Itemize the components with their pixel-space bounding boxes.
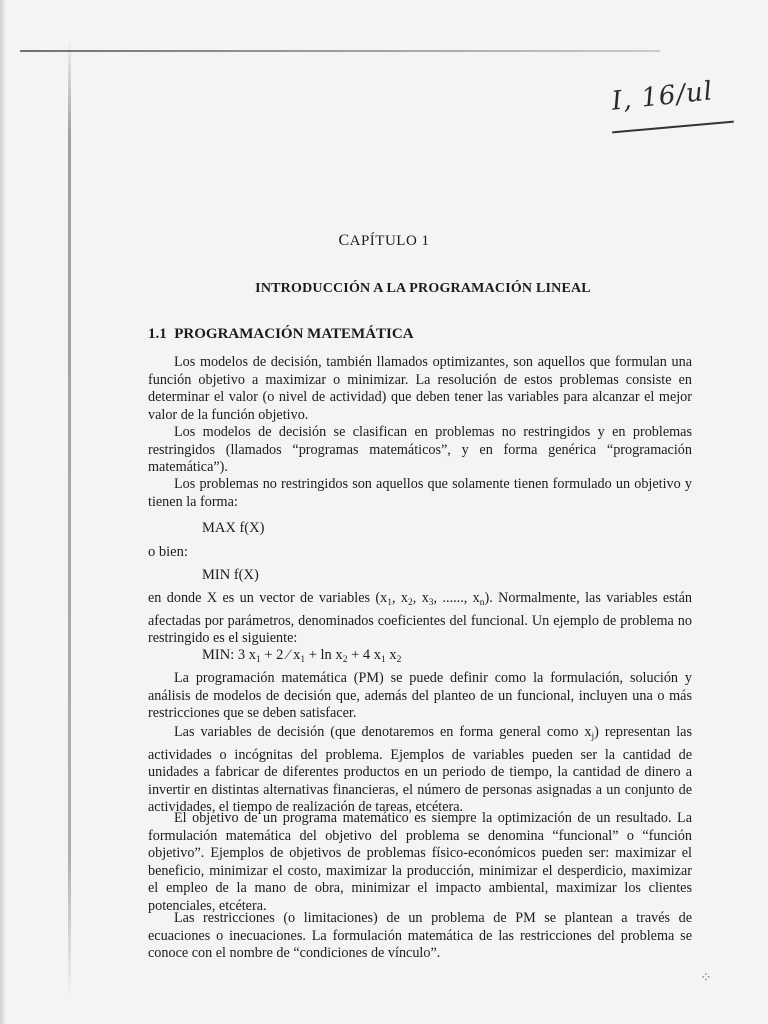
- paragraph-6-start: Las variables de decisión (que denotaremos en forma general como x: [174, 724, 592, 740]
- paragraph-4: en donde X es un vector de variables ($x_1$, $x_2$, $x_3$, ......, $x_n$). Normalmente, las variables están afectadas por parámetros, denominados coeficientes del funcional. Un ejemplo de problema no restringido es el siguiente:: [148, 590, 692, 646]
- handwritten-note: I, 16/ul: [610, 76, 715, 117]
- paragraph-1: Los modelos de decisión, también llamados optimizantes, son aquellos que formulan una función objetivo a maximizar o minimizar. La resolución de estos problemas consiste en determinar el valor (o nivel de actividad) que deben tener las variables para alcanzar el mejor valor de la función objetivo.: [148, 354, 692, 423]
- paragraph-7: El objetivo de un programa matemático es siempre la optimización de un resultado. La formulación matemática del objetivo del problema se denomina “funcional” o “función objetivo”. Ejemplos de objetivos de problemas físico-económicos pueden ser: maximizar el beneficio, minimizar el costo, maximizar la producción, minimizar el desperdicio, maximizar el empleo de la mano de obra, minimizar el impacto ambiental, maximizar los clientes potenciales, etcétera.: [148, 810, 692, 914]
- chapter-rest: APÍTULO 1: [349, 233, 430, 249]
- paragraph-2: Los modelos de decisión se clasifican en problemas no restringidos y en problemas restringidos (llamados “programas matemáticos”, y en forma genérica “programación matemática”).: [148, 424, 692, 475]
- formula-example: MIN: 3 $x_1 + 2$ ⁄ $x_1 + \ln x_2 + 4$ $x_1$ $x_2$: [202, 647, 402, 665]
- paragraph-3: Los problemas no restringidos son aquellos que solamente tienen formulado un objetivo y tienen la forma:: [148, 476, 692, 510]
- section-title: PROGRAMACIÓN MATEMÁTICA: [174, 326, 414, 342]
- scan-top-rule: [20, 50, 660, 52]
- o-bien-label: o bien:: [148, 544, 188, 560]
- page-fold-line: [68, 40, 71, 1000]
- paragraph-5: La programación matemática (PM) se puede definir como la formulación, solución y análisis de modelos de decisión que, además del planteo de un funcional, incluyen una o más restricciones que se deben satisfacer.: [148, 670, 692, 721]
- paragraph-6-end: ) representan las actividades o incógnitas del problema. Ejemplos de variables pueden ser la cantidad de unidades a fabricar de diferentes productos en un periodo de tiempo, la cantidad de dinero a invertir en distintas alternativas financieras, el número de personas asignadas a un conjunto de actividades, el tiempo de realización de tareas, etcétera.: [148, 724, 693, 815]
- formula-min: MIN f(X): [202, 567, 259, 583]
- scan-edge: [0, 0, 6, 1024]
- paragraph-4-start: en donde X es un vector de variables (x: [148, 590, 388, 606]
- chapter-initial: C: [338, 232, 350, 249]
- paragraph-6: Las variables de decisión (que denotaremos en forma general como $x_j$) representan las actividades o incógnitas del problema. Ejemplos de variables pueden ser la cantidad de unidades a fabricar de diferentes productos en un periodo de tiempo, la cantidad de dinero a invertir en distintas alternativas financieras, el número de personas asignadas a un conjunto de actividades, el tiempo de realización de tareas, etcétera.: [148, 724, 693, 815]
- paragraph-4-end: ). Normalmente, las variables están afectadas por parámetros, denominados coeficientes del funcional. Un ejemplo de problema no restringido es el siguiente:: [148, 590, 692, 646]
- page-title: INTRODUCCIÓN A LA PROGRAMACIÓN LINEAL: [255, 281, 591, 296]
- chapter-heading: [0, 232, 768, 250]
- section-number: 1.1: [148, 326, 167, 342]
- paragraph-8: Las restricciones (o limitaciones) de un problema de PM se plantean a través de ecuaciones o inecuaciones. La formulación matemática de las restricciones del problema se conoce con el nombre de “condiciones de vínculo”.: [148, 910, 692, 961]
- formula-max: MAX f(X): [202, 520, 265, 536]
- scan-mark: ⁘: [700, 971, 712, 986]
- section-heading: [148, 326, 414, 343]
